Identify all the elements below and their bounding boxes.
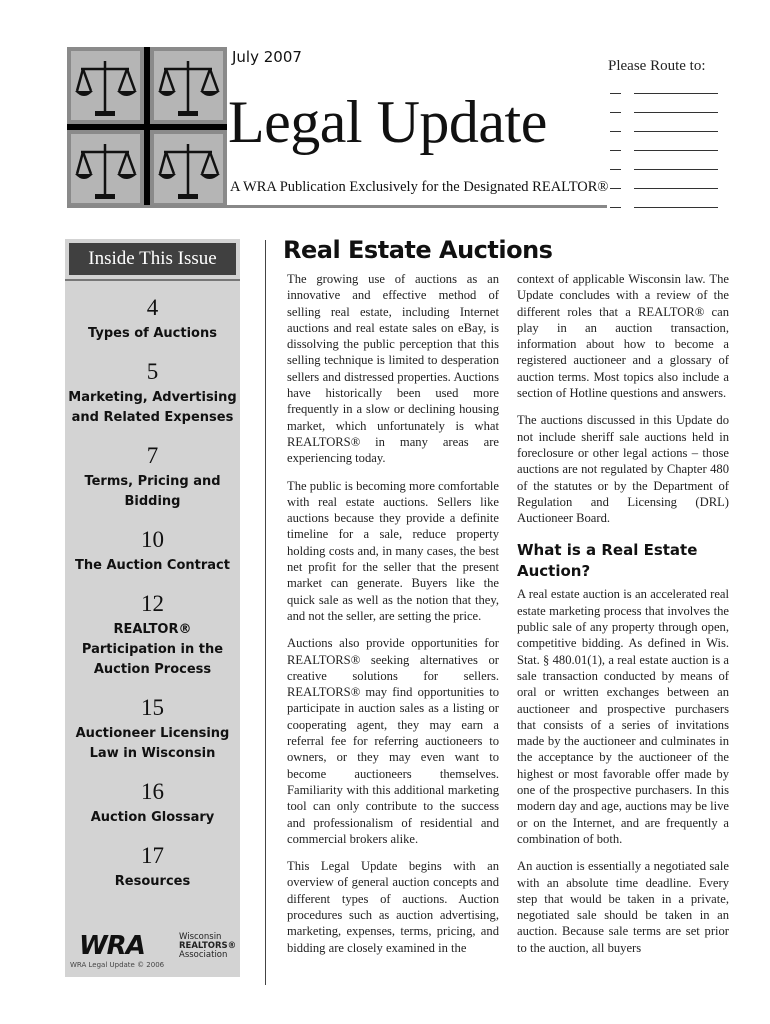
article-paragraph: Auctions also provide opportunities for REALTORS® seeking alternatives or creative solutions for sellers. REALTORS® may find opportunities to participate in auction sales as a listing or cooperating agent, they may earn a referral fee for referring auctioneers to owners, or they may even want to become auctioneers themselves. Familiarity with this additional marketing tool can only contribute to the success and professionalism of residential and commercial brokers alike. — [287, 636, 499, 846]
publication-title: Legal Update — [228, 89, 547, 155]
article-column-right — [517, 271, 729, 967]
contents-label: The Auction Contract — [75, 558, 230, 573]
route-line — [610, 173, 718, 192]
scales-of-justice-icon — [67, 130, 144, 207]
contents-item — [65, 780, 240, 828]
route-line — [610, 192, 718, 211]
contents-page-number: 10 — [141, 527, 164, 552]
contents-page-number: 16 — [141, 779, 164, 804]
contents-item — [65, 360, 240, 428]
publication-subtitle: A WRA Publication Exclusively for the Designated REALTOR® — [230, 179, 609, 195]
contents-page-number: 4 — [146, 295, 159, 320]
scales-logo — [67, 47, 227, 207]
route-list — [610, 78, 718, 211]
header-divider — [67, 205, 607, 208]
contents-item — [65, 844, 240, 892]
route-line — [610, 97, 718, 116]
sidebar-divider — [65, 279, 240, 281]
contents-label: Marketing, Advertising and Related Expenses — [68, 390, 237, 425]
contents-item — [65, 444, 240, 512]
contents-page-number: 12 — [141, 591, 164, 616]
contents-label: Auctioneer Licensing Law in Wisconsin — [75, 726, 230, 761]
article-paragraph: An auction is essentially a negotiated sale with an absolute time deadline. Every step that would be taken in a private, negotiated sale should be taken in an auction. Because sale terms are set prior to the auction, all buyers — [517, 859, 729, 955]
article-paragraph: The growing use of auctions as an innovative and effective method of selling real estate, including Internet auctions and real estate sales on eBay, is dissolving the public perception that this selling technique is limited to desperation sellers and distressed properties. Auctions have historically been used more frequently in a slow or declining housing market, which unfortunately is what REALTORS® in many areas are experiencing today. — [287, 272, 499, 466]
wra-line-1: Wisconsin — [179, 932, 222, 942]
article-paragraph: A real estate auction is an accelerated real estate marketing process that involves the public sale of any property through open, competitive bidding. As defined in Wis. Stat. § 480.01(1), a real estate auction is a sale transaction conducted by means of oral or written exchanges between an auctioneer and prospective purchasers that consists of a series of invitations made by the auctioneer and culminates in the acceptance by the auctioneer of the highest or most favorable offer made by one of the prospective purchasers. In this modern day and age, auctions may be live or on the Internet, and are frequently a combination of both. — [517, 587, 729, 846]
contents-item — [65, 528, 240, 576]
column-divider — [265, 240, 266, 985]
route-label: Please Route to: — [608, 58, 706, 74]
contents-label: Types of Auctions — [88, 326, 217, 341]
contents-label: Terms, Pricing and Bidding — [84, 474, 221, 509]
wra-logo-mark: WRA — [79, 931, 145, 961]
wra-line-3: Association — [179, 950, 228, 960]
contents-page-number: 17 — [141, 843, 164, 868]
issue-date: July 2007 — [232, 48, 302, 66]
wra-association-name — [179, 933, 236, 960]
route-line — [610, 116, 718, 135]
contents-label: REALTOR® Participation in the Auction Process — [81, 622, 224, 677]
section-heading: What is a Real Estate Auction? — [517, 541, 698, 581]
contents-item — [65, 592, 240, 680]
contents-page-number: 15 — [141, 695, 164, 720]
article-paragraph: The auctions discussed in this Update do not include sheriff sale auctions held in foreclosure or other legal actions – those auctions are not regulated by Chapter 480 of the statutes or by the Department of Regulation and Licensing (DRL) Auctioneer Board. — [517, 413, 729, 526]
article-paragraph: context of applicable Wisconsin law. The Update concludes with a review of the different roles that a REALTOR® can play in an auction transaction, information about how to become a registered auctioneer and a glossary of auction terms. Most topics also include a section of Hotline questions and answers. — [517, 272, 729, 401]
article-column-left — [287, 271, 499, 967]
route-line — [610, 135, 718, 154]
scales-of-justice-icon — [67, 47, 144, 124]
wra-line-2: REALTORS® — [179, 941, 237, 951]
article-paragraph: The public is becoming more comfortable with real estate auctions. Sellers like auctions because they provide a definite timeline for a sale, reduce property holding costs and, in many cases, the best net profit for the seller that the present market can generate. Buyers like the quick sale as well as the notion that they, and not the seller, are setting the price. — [287, 478, 499, 623]
contents-page-number: 5 — [146, 359, 159, 384]
route-line — [610, 154, 718, 173]
article-title: Real Estate Auctions — [283, 236, 553, 264]
route-line — [610, 78, 718, 97]
contents-item — [65, 296, 240, 344]
contents-item — [65, 696, 240, 764]
contents-list — [65, 296, 240, 908]
contents-label: Auction Glossary — [90, 810, 215, 825]
scales-of-justice-icon — [150, 47, 227, 124]
sidebar-heading: Inside This Issue — [69, 243, 236, 275]
contents-label: Resources — [114, 874, 191, 889]
copyright-note: WRA Legal Update © 2006 — [70, 961, 165, 969]
scales-of-justice-icon — [150, 130, 227, 207]
article-paragraph: This Legal Update begins with an overview of general auction concepts and different types of auctions. Auction procedures such as auction advertising, marketing, expenses, terms, pricing, and bidding are closely examined in the — [287, 859, 499, 955]
inside-this-issue-sidebar — [65, 239, 240, 977]
contents-page-number: 7 — [146, 443, 159, 468]
